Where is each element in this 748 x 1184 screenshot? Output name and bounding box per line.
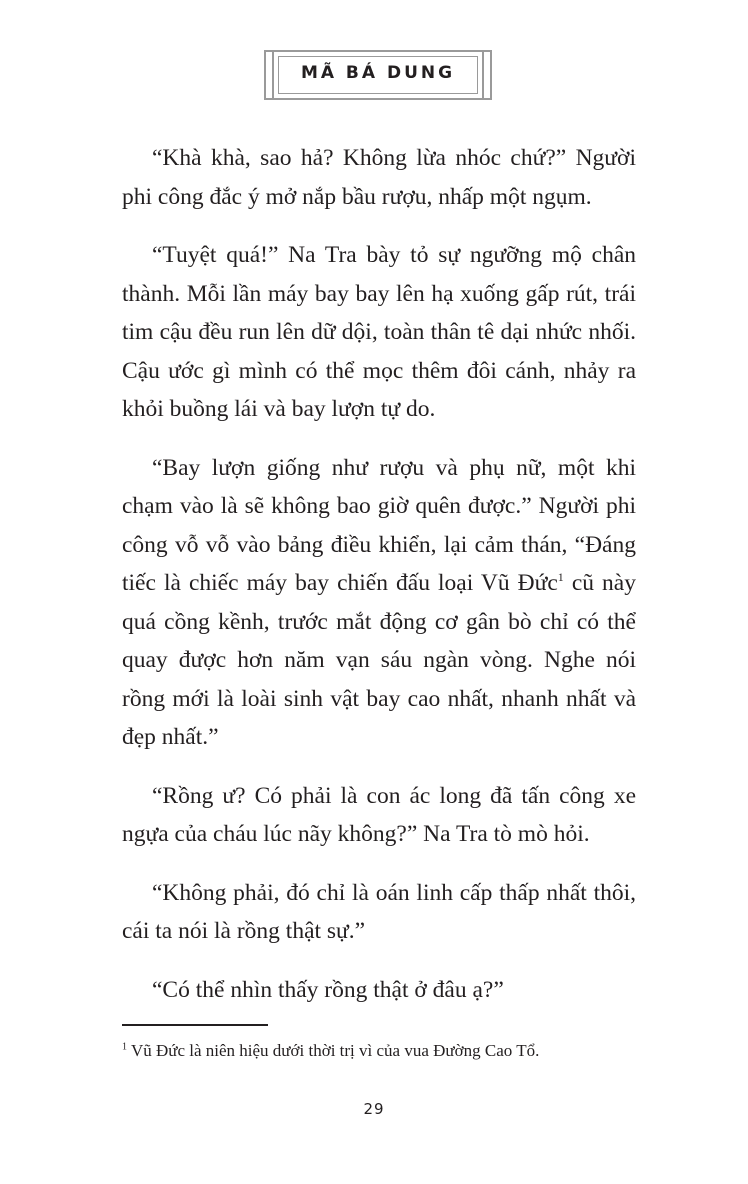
footnote-divider: [122, 1024, 268, 1026]
paragraph: “Không phải, đó chỉ là oán linh cấp thấp nhất thôi, cái ta nói là rồng thật sự.”: [122, 879, 636, 944]
footnote-mark: 1: [122, 1041, 127, 1053]
running-header-title: MÃ BÁ DUNG: [300, 63, 456, 83]
footnote: [122, 1040, 662, 1062]
header-bracket-left: [264, 50, 272, 100]
body-text: [122, 139, 636, 1029]
paragraph-text: cũ này quá cồng kềnh, trước mắt động cơ gân bò chỉ có thể quay được hơn năm vạn sáu ngàn vòng. Nghe nói rồng mới là loài sinh vật bay cao nhất, nhanh nhất và đẹp nhất.”: [122, 570, 636, 750]
footnote-text: Vũ Đức là niên hiệu dưới thời trị vì của vua Đường Cao Tổ.: [127, 1041, 540, 1060]
paragraph: “Khà khà, sao hả? Không lừa nhóc chứ?” Người phi công đắc ý mở nắp bầu rượu, nhấp một ngụm.: [122, 145, 636, 210]
paragraph: “Rồng ư? Có phải là con ác long đã tấn công xe ngựa của cháu lúc nãy không?” Na Tra tò mò hỏi.: [122, 782, 636, 847]
paragraph: “Tuyệt quá!” Na Tra bày tỏ sự ngưỡng mộ chân thành. Mỗi lần máy bay bay lên hạ xuống gấp rút, trái tim cậu đều run lên dữ dội, toàn thân tê dại nhức nhối. Cậu ước gì mình có thể mọc thêm đôi cánh, nhảy ra khỏi buồng lái và bay lượn tự do.: [122, 242, 636, 422]
header-bracket-right: [484, 50, 492, 100]
page-number: 29: [363, 1100, 385, 1118]
footnote-reference[interactable]: 1: [557, 570, 564, 585]
paragraph-text: “Bay lượn giống như rượu và phụ nữ, một khi chạm vào là sẽ không bao giờ quên được.” Người phi công vỗ vỗ vào bảng điều khiển, lại cảm thán, “Đáng tiếc là chiếc máy bay chiến đấu loại Vũ Đức: [122, 454, 636, 596]
paragraph: [122, 449, 636, 757]
paragraph: “Có thể nhìn thấy rồng thật ở đâu ạ?”: [152, 976, 504, 1003]
running-header: [272, 50, 484, 100]
